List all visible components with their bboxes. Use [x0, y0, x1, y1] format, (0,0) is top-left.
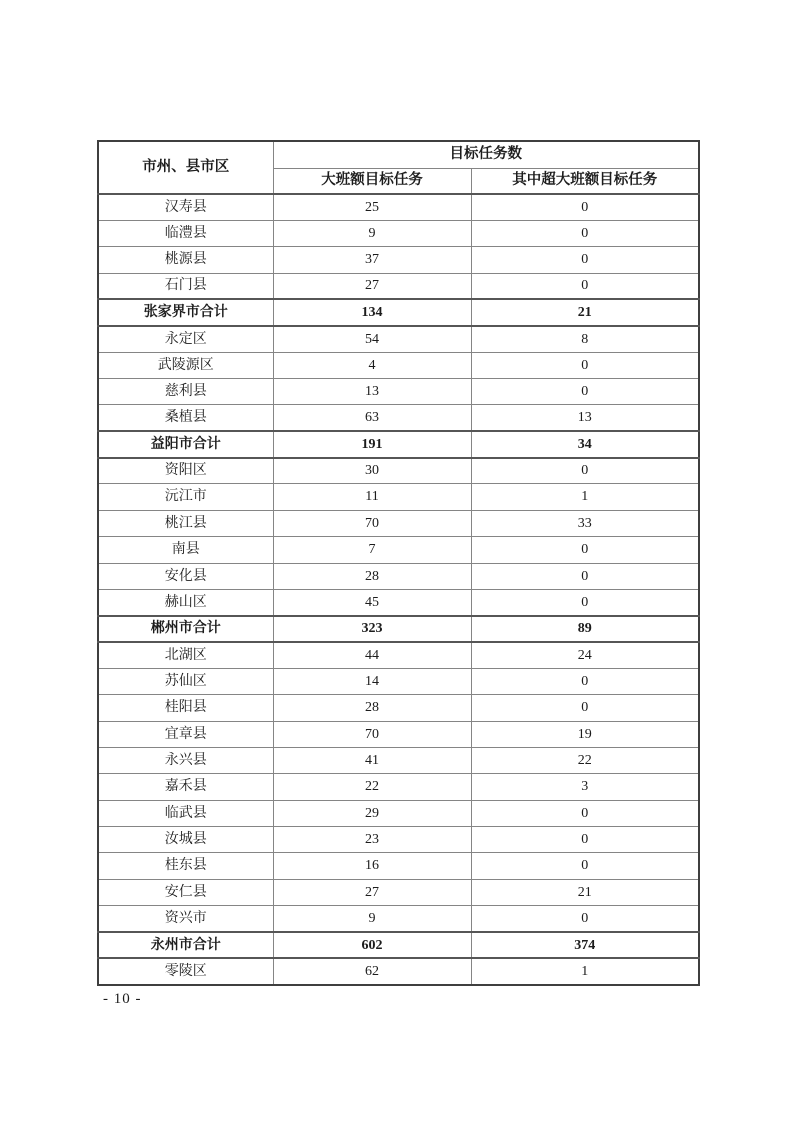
- large-cell: 4: [273, 352, 471, 378]
- table-row: [98, 299, 699, 325]
- region-cell: 桃源县: [98, 247, 273, 273]
- large-cell: 9: [273, 220, 471, 246]
- large-cell: 54: [273, 326, 471, 352]
- region-cell: 张家界市合计: [98, 299, 273, 325]
- region-cell: 汉寿县: [98, 194, 273, 220]
- table-row: [98, 484, 699, 510]
- super-cell: 0: [471, 352, 699, 378]
- super-cell: 21: [471, 879, 699, 905]
- region-cell: 北湖区: [98, 642, 273, 668]
- large-cell: 29: [273, 800, 471, 826]
- region-cell: 桑植县: [98, 405, 273, 431]
- super-cell: 0: [471, 458, 699, 484]
- large-cell: 14: [273, 668, 471, 694]
- large-cell: 9: [273, 906, 471, 932]
- table-row: [98, 827, 699, 853]
- table-row: [98, 616, 699, 642]
- large-cell: 22: [273, 774, 471, 800]
- table-row: [98, 379, 699, 405]
- region-cell: 桃江县: [98, 510, 273, 536]
- table-row: [98, 194, 699, 220]
- large-cell: 62: [273, 958, 471, 984]
- region-cell: 安仁县: [98, 879, 273, 905]
- super-cell: 0: [471, 379, 699, 405]
- large-cell: 27: [273, 273, 471, 299]
- column-header-target-group: 目标任务数: [273, 141, 699, 168]
- region-cell: 零陵区: [98, 958, 273, 984]
- page-number: - 10 -: [103, 991, 142, 1007]
- super-cell: 1: [471, 484, 699, 510]
- large-cell: 70: [273, 721, 471, 747]
- large-cell: 28: [273, 563, 471, 589]
- super-cell: 0: [471, 220, 699, 246]
- super-cell: 0: [471, 695, 699, 721]
- region-cell: 石门县: [98, 273, 273, 299]
- table-row: [98, 958, 699, 984]
- super-cell: 0: [471, 563, 699, 589]
- super-cell: 0: [471, 853, 699, 879]
- super-cell: 0: [471, 273, 699, 299]
- super-cell: 34: [471, 431, 699, 457]
- large-cell: 602: [273, 932, 471, 958]
- super-cell: 374: [471, 932, 699, 958]
- super-cell: 0: [471, 589, 699, 615]
- large-cell: 27: [273, 879, 471, 905]
- region-cell: 桂阳县: [98, 695, 273, 721]
- region-cell: 益阳市合计: [98, 431, 273, 457]
- table-row: [98, 405, 699, 431]
- region-cell: 嘉禾县: [98, 774, 273, 800]
- table-row: [98, 853, 699, 879]
- column-header-large-class-target: 大班额目标任务: [273, 168, 471, 194]
- table-row: [98, 721, 699, 747]
- super-cell: 22: [471, 748, 699, 774]
- table-row: [98, 932, 699, 958]
- super-cell: 19: [471, 721, 699, 747]
- super-cell: 8: [471, 326, 699, 352]
- region-cell: 赫山区: [98, 589, 273, 615]
- large-cell: 30: [273, 458, 471, 484]
- table-row: [98, 695, 699, 721]
- super-cell: 33: [471, 510, 699, 536]
- region-cell: 慈利县: [98, 379, 273, 405]
- super-cell: 0: [471, 800, 699, 826]
- large-cell: 37: [273, 247, 471, 273]
- large-cell: 323: [273, 616, 471, 642]
- large-cell: 11: [273, 484, 471, 510]
- table-row: [98, 537, 699, 563]
- large-cell: 25: [273, 194, 471, 220]
- header-row-group: [98, 141, 699, 168]
- region-cell: 永兴县: [98, 748, 273, 774]
- super-cell: 1: [471, 958, 699, 984]
- table-row: [98, 589, 699, 615]
- table-row: [98, 220, 699, 246]
- table-row: [98, 879, 699, 905]
- column-header-super-large-class-target: 其中超大班额目标任务: [471, 168, 699, 194]
- region-cell: 资兴市: [98, 906, 273, 932]
- table-row: [98, 247, 699, 273]
- target-task-table: [97, 140, 700, 986]
- large-cell: 45: [273, 589, 471, 615]
- table-row: [98, 668, 699, 694]
- super-cell: 24: [471, 642, 699, 668]
- table-row: [98, 774, 699, 800]
- large-cell: 28: [273, 695, 471, 721]
- table-row: [98, 458, 699, 484]
- table-row: [98, 431, 699, 457]
- region-cell: 汝城县: [98, 827, 273, 853]
- region-cell: 桂东县: [98, 853, 273, 879]
- region-cell: 安化县: [98, 563, 273, 589]
- super-cell: 21: [471, 299, 699, 325]
- table-row: [98, 906, 699, 932]
- super-cell: 13: [471, 405, 699, 431]
- table-row: [98, 748, 699, 774]
- large-cell: 7: [273, 537, 471, 563]
- region-cell: 临澧县: [98, 220, 273, 246]
- super-cell: 0: [471, 247, 699, 273]
- super-cell: 0: [471, 668, 699, 694]
- table-row: [98, 800, 699, 826]
- super-cell: 0: [471, 906, 699, 932]
- region-cell: 郴州市合计: [98, 616, 273, 642]
- large-cell: 16: [273, 853, 471, 879]
- region-cell: 资阳区: [98, 458, 273, 484]
- region-cell: 苏仙区: [98, 668, 273, 694]
- large-cell: 13: [273, 379, 471, 405]
- region-cell: 南县: [98, 537, 273, 563]
- super-cell: 0: [471, 827, 699, 853]
- large-cell: 63: [273, 405, 471, 431]
- region-cell: 武陵源区: [98, 352, 273, 378]
- table-row: [98, 352, 699, 378]
- region-cell: 沅江市: [98, 484, 273, 510]
- region-cell: 宜章县: [98, 721, 273, 747]
- large-cell: 191: [273, 431, 471, 457]
- table-row: [98, 273, 699, 299]
- super-cell: 3: [471, 774, 699, 800]
- super-cell: 89: [471, 616, 699, 642]
- large-cell: 44: [273, 642, 471, 668]
- table-row: [98, 642, 699, 668]
- column-header-region: 市州、县市区: [98, 141, 273, 194]
- super-cell: 0: [471, 194, 699, 220]
- region-cell: 永定区: [98, 326, 273, 352]
- large-cell: 41: [273, 748, 471, 774]
- table-row: [98, 510, 699, 536]
- table-row: [98, 326, 699, 352]
- table-row: [98, 563, 699, 589]
- super-cell: 0: [471, 537, 699, 563]
- large-cell: 70: [273, 510, 471, 536]
- table-header: [98, 141, 699, 194]
- large-cell: 23: [273, 827, 471, 853]
- region-cell: 永州市合计: [98, 932, 273, 958]
- table-body: [98, 194, 699, 985]
- large-cell: 134: [273, 299, 471, 325]
- region-cell: 临武县: [98, 800, 273, 826]
